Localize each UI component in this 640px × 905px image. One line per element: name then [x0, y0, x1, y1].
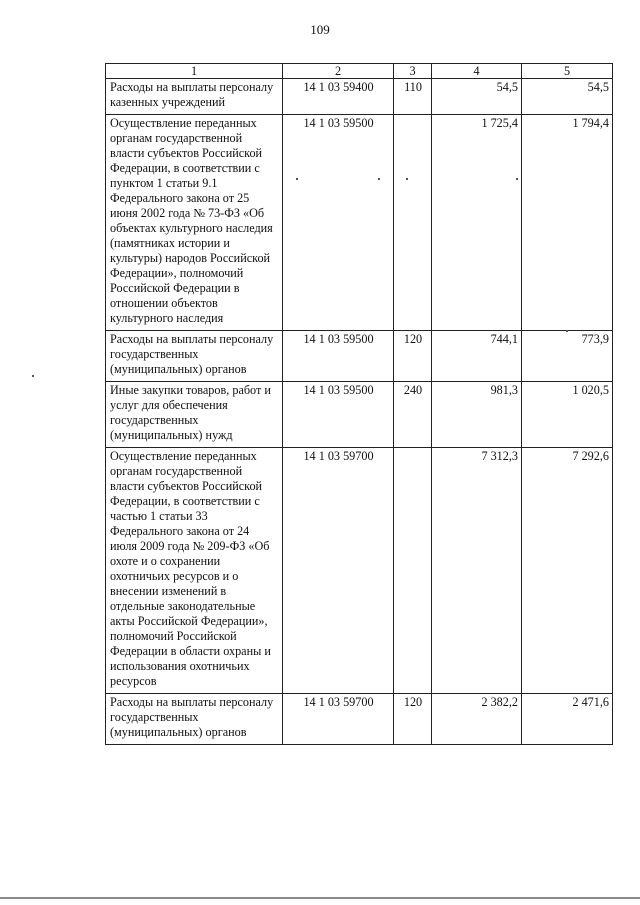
item-name-cell: Расходы на выплаты персоналу государственных (муниципальных) органов	[106, 694, 283, 745]
scan-speck	[566, 330, 568, 332]
page-number: 109	[310, 22, 330, 37]
amount-year1-cell: 54,5	[432, 79, 522, 115]
amount-year1-cell: 2 382,2	[432, 694, 522, 745]
item-name-cell: Осуществление переданных органам государственной власти субъектов Российской Федерации, в соответствии с частью 1 статьи 33 Федерального закона от 24 июля 2009 года № 209-ФЗ «Об охоте и о сохранении охотничьих ресурсов и о внесении изменений в отдельные законодательные акты Российской Федерации», полномочий Российской Федерации в области охраны и использования охотничьих ресурсов	[106, 448, 283, 694]
expense-type-cell: 240	[394, 382, 432, 448]
amount-year1-cell: 1 725,4	[432, 115, 522, 331]
expense-type-cell: 120	[394, 694, 432, 745]
table-row	[106, 115, 613, 331]
scan-speck	[32, 375, 34, 377]
table-row	[106, 331, 613, 382]
item-name-cell: Осуществление переданных органам государственной власти субъектов Российской Федерации, в соответствии с пунктом 1 статьи 9.1 Федерального закона от 25 июня 2002 года № 73-ФЗ «Об объектах культурного наследия (памятниках истории и культуры) народов Российской Федерации», полномочий Российской Федерации в отношении объектов культурного наследия	[106, 115, 283, 331]
amount-year2-cell: 1 020,5	[522, 382, 613, 448]
item-name-cell: Расходы на выплаты персоналу казенных учреждений	[106, 79, 283, 115]
item-name-cell: Расходы на выплаты персоналу государственных (муниципальных) органов	[106, 331, 283, 382]
column-header: 5	[522, 64, 613, 79]
expense-type-cell: 120	[394, 331, 432, 382]
amount-year2-cell: 773,9	[522, 331, 613, 382]
table-row	[106, 79, 613, 115]
amount-year1-cell: 744,1	[432, 331, 522, 382]
scan-speck	[406, 178, 408, 180]
expense-type-cell	[394, 448, 432, 694]
table-row	[106, 694, 613, 745]
amount-year1-cell: 981,3	[432, 382, 522, 448]
scan-speck	[378, 178, 380, 180]
column-header: 4	[432, 64, 522, 79]
scan-edge-line	[0, 897, 640, 899]
scan-speck	[516, 178, 518, 180]
amount-year2-cell: 54,5	[522, 79, 613, 115]
scan-speck	[296, 178, 298, 180]
expense-type-cell: 110	[394, 79, 432, 115]
column-header: 3	[394, 64, 432, 79]
target-code-cell: 14 1 03 59700	[283, 448, 394, 694]
target-code-cell: 14 1 03 59700	[283, 694, 394, 745]
target-code-cell: 14 1 03 59400	[283, 79, 394, 115]
table-row	[106, 382, 613, 448]
amount-year2-cell: 2 471,6	[522, 694, 613, 745]
amount-year1-cell: 7 312,3	[432, 448, 522, 694]
budget-table	[105, 63, 613, 745]
item-name-cell: Иные закупки товаров, работ и услуг для обеспечения государственных (муниципальных) нужд	[106, 382, 283, 448]
column-header: 2	[283, 64, 394, 79]
header-row	[106, 64, 613, 79]
target-code-cell: 14 1 03 59500	[283, 331, 394, 382]
target-code-cell: 14 1 03 59500	[283, 382, 394, 448]
table-row	[106, 448, 613, 694]
amount-year2-cell: 1 794,4	[522, 115, 613, 331]
target-code-cell: 14 1 03 59500	[283, 115, 394, 331]
amount-year2-cell: 7 292,6	[522, 448, 613, 694]
expense-type-cell	[394, 115, 432, 331]
column-header: 1	[106, 64, 283, 79]
